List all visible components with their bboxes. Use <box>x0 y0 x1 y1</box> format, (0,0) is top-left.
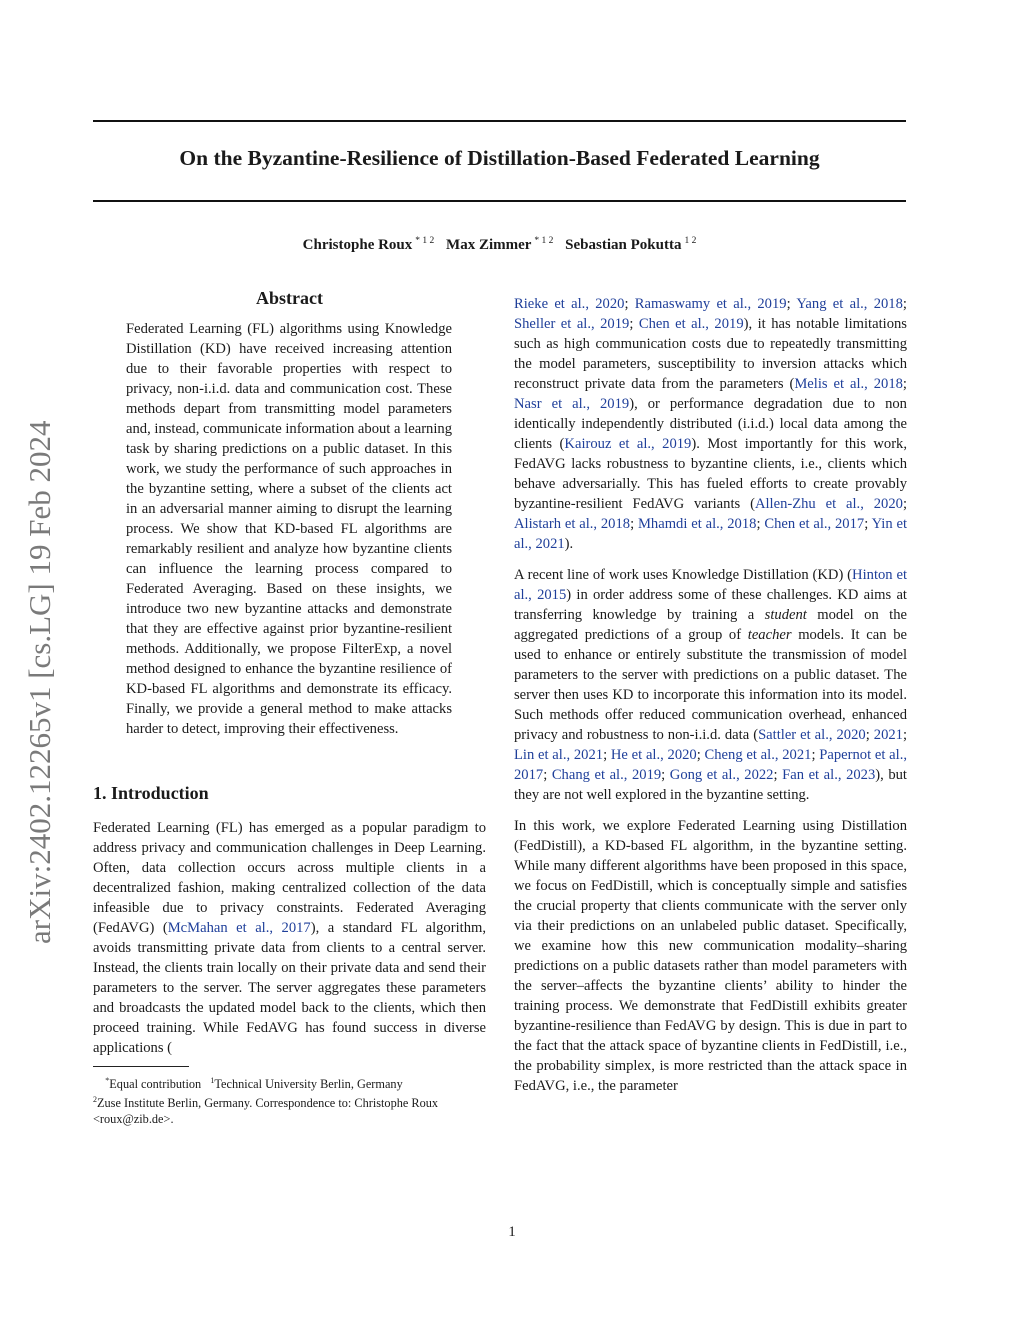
title-rule-top <box>93 120 906 122</box>
citation-link[interactable]: Mhamdi et al., 2018 <box>637 516 757 532</box>
citation-link[interactable]: Lin et al., 2021 <box>514 747 604 763</box>
citation-link[interactable]: 2021 <box>873 727 903 743</box>
page-number: 1 <box>508 1224 516 1240</box>
citation-link[interactable]: Alistarh et al., 2018 <box>514 516 631 532</box>
citation-link[interactable]: Cheng et al., 2021 <box>704 747 812 763</box>
citation-link[interactable]: He et al., 2020 <box>610 747 697 763</box>
citation-link[interactable]: Fan et al., 2023 <box>782 767 876 783</box>
citation-link[interactable]: Sheller et al., 2019 <box>514 316 630 332</box>
right-column <box>514 294 907 1096</box>
abstract-heading: Abstract <box>256 288 323 308</box>
citation-link[interactable]: Sattler et al., 2020 <box>758 727 866 743</box>
abstract-text: Federated Learning (FL) algorithms using Knowledge Distillation (KD) have received increasing attention due to their favorable properties with respect to privacy, non-i.i.d. data and communication cost. These methods depart from transmitting model parameters and, instead, communicate information about a learning task by sharing predictions on a public dataset. In this work, we study the performance of such approaches in the byzantine setting, where a subset of the clients act in an adversarial manner aiming to disrupt the learning process. We show that KD-based FL algorithms are remarkably resilient and analyze how byzantine clients can influence the learning process compared to Federated Averaging. Based on these insights, we introduce two new byzantine attacks and demonstrate that they are effective against prior byzantine-resilient methods. Additionally, we propose FilterExp, a novel method designed to enhance the byzantine resilience of KD-based FL algorithms and demonstrate its efficacy. Finally, we provide a general method to make attacks harder to detect, improving their effectiveness. <box>126 321 452 737</box>
intro-paragraph-1-continued: Rieke et al., 2020; Ramaswamy et al., 2019; Yang et al., 2018; Sheller et al., 2019; Chen et al., 2019), it has notable limitations such as high communication costs due to repeatedly transmitting the model parameters, susceptibility to inversion attacks which reconstruct private data from the parameters (Melis et al., 2018; Nasr et al., 2019), or performance degradation due to non identically independently distributed (i.i.d.) local data among the clients (Kairouz et al., 2019). Most importantly for this work, FedAVG lacks robustness to byzantine clients, i.e., clients which behave adversarially. This has fueled efforts to create provably byzantine-resilient FedAVG variants (Allen-Zhu et al., 2020; Alistarh et al., 2018; Mhamdi et al., 2018; Chen et al., 2017; Yin et al., 2021). <box>514 296 908 552</box>
citation-link[interactable]: Rieke et al., 2020 <box>514 296 625 312</box>
footnote-rule <box>93 1066 189 1067</box>
citation-link[interactable]: Hinton et al., 2015 <box>514 567 907 603</box>
author <box>303 237 435 253</box>
footnote: *Equal contribution $^1$Technical University Berlin, Germany $^2$Zuse Institute Berlin, Germany. Correspondence to: Christophe Roux <roux@zib.de>. <box>93 1076 439 1127</box>
section-heading-introduction: 1. Introduction <box>93 783 209 803</box>
author-name: Sebastian Pokutta <box>565 237 682 253</box>
author-marks: * 1 2 <box>534 236 554 246</box>
citation-link[interactable]: Papernot et al., 2017 <box>514 747 908 783</box>
citation-link[interactable]: McMahan et al., 2017 <box>167 920 311 936</box>
citation-link[interactable]: Yin et al., 2021 <box>514 516 908 552</box>
citation-link[interactable]: Kairouz et al., 2019 <box>564 436 692 452</box>
intro-paragraph-3: In this work, we explore Federated Learning using Distillation (FedDistill), a KD-based FL algorithm, in the byzantine setting. While many different algorithms have been proposed in this space, we focus on FedDistill, which is conceptually simple and satisfies the crucial property that clients communicate with the server only via their predictions on an unlabeled public dataset. Specifically, we examine how this new communication modality–sharing predictions on a public datasets rather than model parameters with the server–affects the byzantine clients’ ability to hinder the training process. We demonstrate that FedDistill exhibits greater byzantine-resilience than FedAVG by design. This is due in part to the fact that the attack space of byzantine clients in FedDistill, i.e., the probability simplex, is more restricted than the attack space in FedAVG, i.e., the parameter <box>514 818 907 1094</box>
citation-link[interactable]: Chen et al., 2019 <box>638 316 744 332</box>
author-marks: * 1 2 <box>415 236 435 246</box>
left-column <box>93 288 486 1127</box>
intro-paragraph-2: A recent line of work uses Knowledge Distillation (KD) (Hinton et al., 2015) in order address some of these challenges. KD aims at transferring knowledge by training a student model on the aggregated predictions of a group of teacher models. It can be used to enhance or entirely substitute the transmission of model parameters to the server with predictions on a public dataset. The server then uses KD to incorporate this information into its model. Such methods offer reduced communication overhead, enhanced privacy and robustness to non-i.i.d. data (Sattler et al., 2020; 2021; Lin et al., 2021; He et al., 2020; Cheng et al., 2021; Papernot et al., 2017; Chang et al., 2019; Gong et al., 2022; Fan et al., 2023), but they are not well explored in the byzantine setting. <box>514 567 908 803</box>
citation-link[interactable]: Nasr et al., 2019 <box>514 396 630 412</box>
author-name: Christophe Roux <box>302 237 413 253</box>
title-rule-bottom <box>93 200 906 202</box>
author-list <box>93 236 906 254</box>
author <box>446 237 553 253</box>
intro-paragraph-1: Federated Learning (FL) has emerged as a popular paradigm to address privacy and communication challenges in Deep Learning. Often, data collection occurs across multiple clients in a decentralized fashion, making centralized collection of the data infeasible due to privacy constraints. Federated Averaging (FedAVG) (McMahan et al., 2017), a standard FL algorithm, avoids transmitting private data from clients to a central server. Instead, the clients train locally on their private data and send their parameters to the server. The server aggregates these parameters and broadcasts the updated model back to the clients, which then proceed training. While FedAVG has found success in diverse applications ( <box>93 820 486 1056</box>
citation-link[interactable]: Ramaswamy et al., 2019 <box>634 296 787 312</box>
paper-title: On the Byzantine-Resilience of Distillation-Based Federated Learning <box>179 146 820 170</box>
author-marks: 1 2 <box>684 236 697 246</box>
citation-link[interactable]: Allen-Zhu et al., 2020 <box>754 496 903 512</box>
author-name: Max Zimmer <box>446 237 532 253</box>
citation-link[interactable]: Chen et al., 2017 <box>764 516 865 532</box>
arxiv-identifier[interactable]: arXiv:2402.12265v1 [cs.LG] 19 Feb 2024 <box>22 420 57 944</box>
author <box>565 237 696 253</box>
citation-link[interactable]: Yang et al., 2018 <box>796 296 903 312</box>
citation-link[interactable]: Melis et al., 2018 <box>794 376 903 392</box>
citation-link[interactable]: Chang et al., 2019 <box>551 767 662 783</box>
citation-link[interactable]: Gong et al., 2022 <box>669 767 774 783</box>
